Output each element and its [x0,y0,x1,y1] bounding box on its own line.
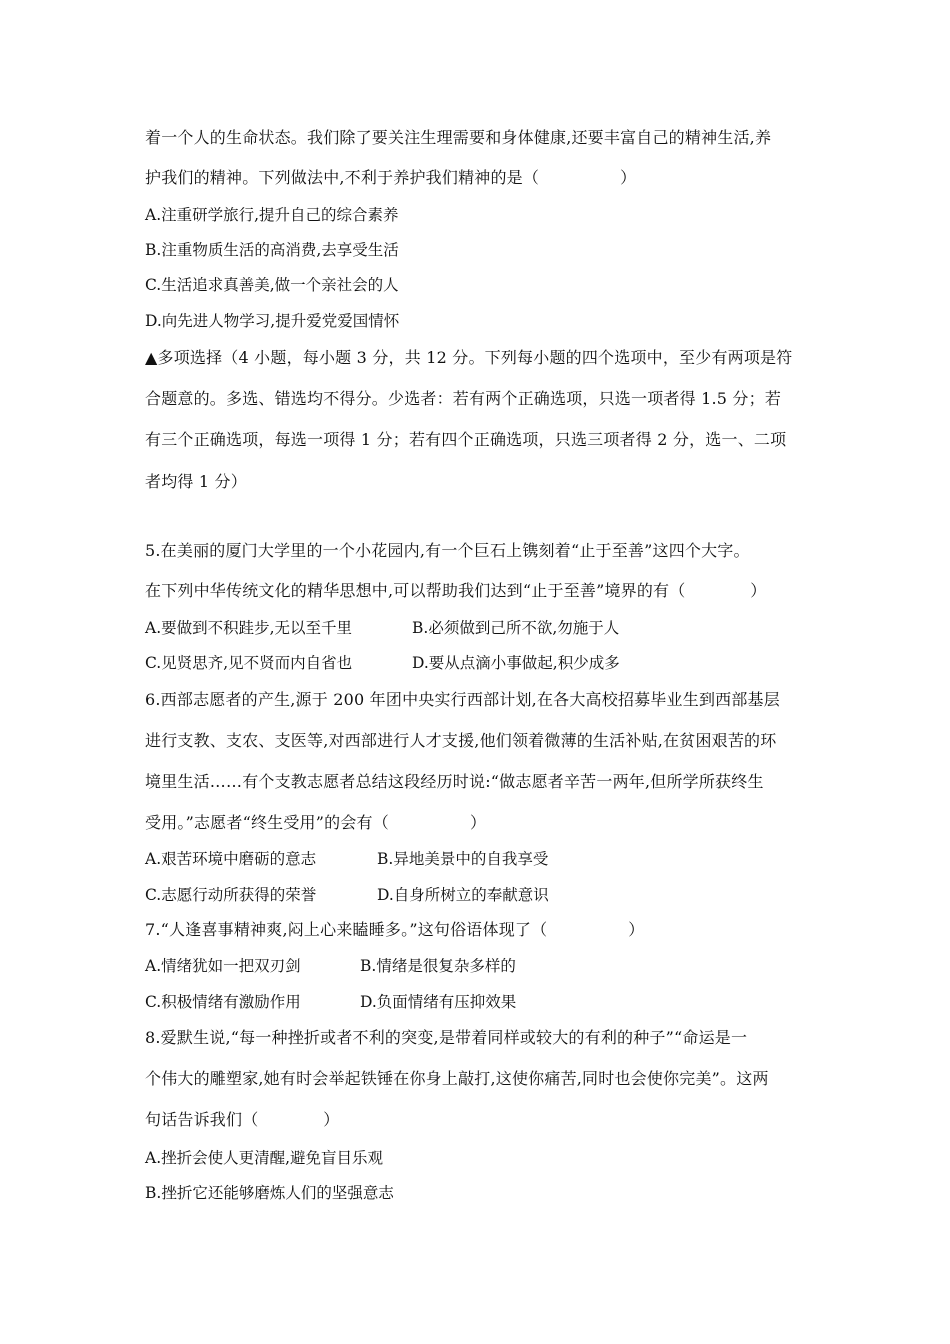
q8-stem-line-2: 个伟大的雕塑家,她有时会举起铁锤在你身上敲打,这使你痛苦,同时也会使你完美”。这两 [145,1069,769,1088]
q6-option-b: B.异地美景中的自我享受 [377,850,549,868]
q4-option-c: C.生活追求真善美,做一个亲社会的人 [145,276,399,294]
q6-option-c: C.志愿行动所获得的荣誉 [145,886,317,904]
q4-option-b: B.注重物质生活的高消费,去享受生活 [145,241,399,259]
q5-option-d: D.要从点滴小事做起,积少成多 [412,654,620,672]
q6-option-d: D.自身所树立的奉献意识 [377,886,549,904]
section-instructions-line-3: 有三个正确选项，每选一项得 1 分；若有四个正确选项，只选三项者得 2 分，选一、二项 [145,430,787,449]
section-instructions-line-4: 者均得 1 分） [145,472,247,491]
q4-stem-line-2: 护我们的精神。下列做法中,不利于养护我们精神的是（ ） [145,168,637,187]
q6-stem-line-3: 境里生活……有个支教志愿者总结这段经历时说:“做志愿者辛苦一两年,但所学所获终生 [145,772,764,791]
q5-option-a: A.要做到不积跬步,无以至千里 [145,619,353,637]
q6-stem-line-4: 受用。”志愿者“终生受用”的会有（ ） [145,813,487,832]
q7-option-d: D.负面情绪有压抑效果 [360,993,517,1011]
q4-option-a: A.注重研学旅行,提升自己的综合素养 [145,206,399,224]
section-instructions-line-2: 合题意的。多选、错选均不得分。少选者：若有两个正确选项，只选一项者得 1.5 分；若 [145,389,782,408]
q4-option-d: D.向先进人物学习,提升爱党爱国情怀 [145,312,400,330]
q6-option-a: A.艰苦环境中磨砺的意志 [145,850,317,868]
q5-option-b: B.必须做到己所不欲,勿施于人 [412,619,620,637]
q7-option-a: A.情绪犹如一把双刃剑 [145,957,301,975]
q6-stem-line-1: 6.西部志愿者的产生,源于 200 年团中央实行西部计划,在各大高校招募毕业生到西部基层 [145,690,780,709]
q5-stem-line-2: 在下列中华传统文化的精华思想中,可以帮助我们达到“止于至善”境界的有（ ） [145,581,767,600]
q5-stem-line-1: 5.在美丽的厦门大学里的一个小花园内,有一个巨石上镌刻着“止于至善”这四个大字。 [145,541,750,560]
q7-option-b: B.情绪是很复杂多样的 [360,957,516,975]
q8-stem-line-3: 句话告诉我们（ ） [145,1110,340,1129]
q5-option-c: C.见贤思齐,见不贤而内自省也 [145,654,353,672]
q8-option-b: B.挫折它还能够磨炼人们的坚强意志 [145,1184,394,1202]
q8-option-a: A.挫折会使人更清醒,避免盲目乐观 [145,1149,384,1167]
q6-stem-line-2: 进行支教、支农、支医等,对西部进行人才支援,他们领着微薄的生活补贴,在贫困艰苦的环 [145,731,777,750]
q7-option-c: C.积极情绪有激励作用 [145,993,301,1011]
q8-stem-line-1: 8.爱默生说,“每一种挫折或者不利的突变,是带着同样或较大的有利的种子”“命运是一 [145,1028,748,1047]
q4-stem-line-1: 着一个人的生命状态。我们除了要关注生理需要和身体健康,还要丰富自己的精神生活,养 [145,128,772,147]
section-instructions-line-1: ▲多项选择（4 小题，每小题 3 分，共 12 分。下列每小题的四个选项中，至少有两项是符 [145,348,793,367]
q7-stem: 7.“人逢喜事精神爽,闷上心来瞌睡多。”这句俗语体现了（ ） [145,920,645,939]
